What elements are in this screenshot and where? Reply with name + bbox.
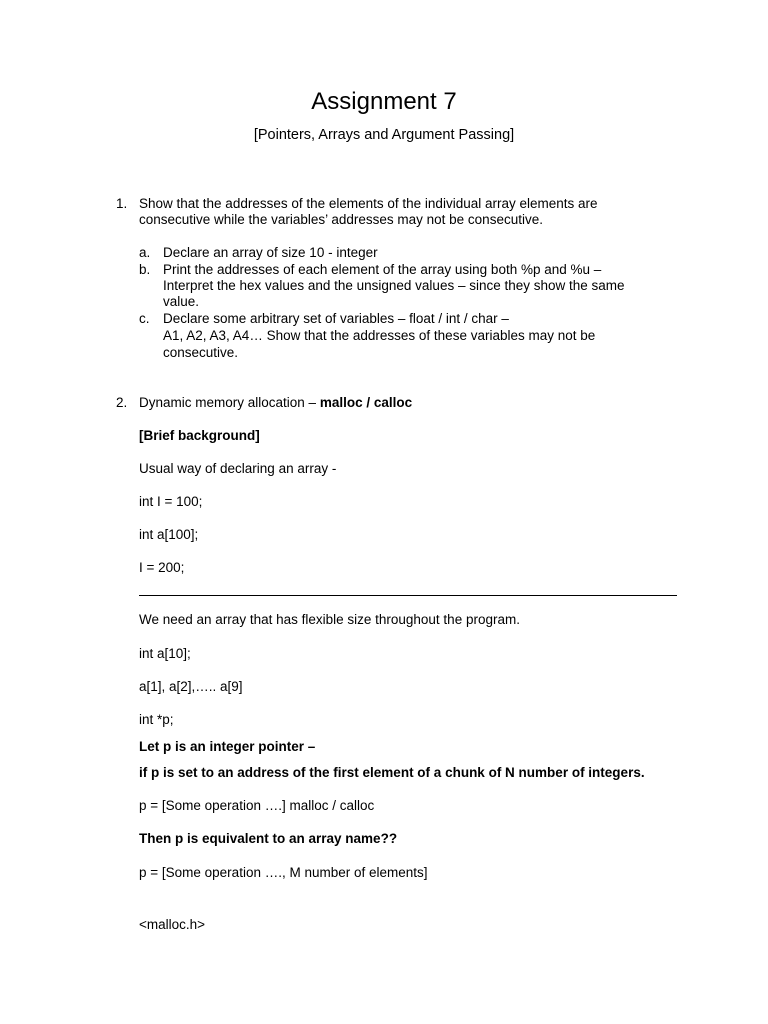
question-1-line-2: consecutive while the variables’ addresses may not be consecutive. (139, 212, 543, 227)
code-line-int-i: int I = 100; (139, 494, 203, 509)
flexible-size-text: We need an array that has flexible size throughout the program. (139, 612, 520, 627)
bold-chunk-statement: if p is set to an address of the first element of a chunk of N number of integers. (139, 765, 645, 780)
brief-background-label: [Brief background] (139, 428, 260, 443)
usual-way-text: Usual way of declaring an array - (139, 461, 337, 476)
item-b-letter: b. (139, 262, 151, 277)
item-a-letter: a. (139, 245, 151, 260)
question-2-heading-bold: malloc / calloc (319, 395, 413, 410)
document-title: Assignment 7 (311, 88, 457, 115)
item-c-line-3: consecutive. (163, 345, 239, 360)
horizontal-rule (139, 595, 677, 596)
question-1-number: 1. (116, 196, 128, 211)
question-1-line-1: Show that the addresses of the elements of the individual array elements are (139, 196, 598, 211)
document-subtitle: [Pointers, Arrays and Argument Passing] (253, 127, 515, 143)
item-a-line-1: Declare an array of size 10 - integer (163, 245, 378, 260)
code-line-int-pointer: int *p; (139, 712, 174, 727)
question-2-heading (139, 394, 412, 411)
bold-pointer-statement: Let p is an integer pointer – (139, 739, 316, 754)
item-c-line-2: A1, A2, A3, A4… Show that the addresses of these variables may not be (163, 328, 596, 343)
item-b-line-2: Interpret the hex values and the unsigned values – since they show the same (163, 278, 625, 293)
code-line-int-a10: int a[10]; (139, 646, 191, 661)
item-c-line-1: Declare some arbitrary set of variables – float / int / char – (163, 311, 509, 326)
bold-array-name-question: Then p is equivalent to an array name?? (139, 831, 398, 846)
code-line-int-a100: int a[100]; (139, 527, 199, 542)
code-line-array-elements: a[1], a[2],….. a[9] (139, 679, 243, 694)
operation-elements-line: p = [Some operation …., M number of elements] (139, 865, 428, 880)
item-b-line-3: value. (163, 294, 200, 309)
malloc-header-text: <malloc.h> (139, 917, 206, 932)
item-b-line-1: Print the addresses of each element of the array using both %p and %u – (163, 262, 602, 277)
question-2-heading-plain: Dynamic memory allocation – (139, 395, 320, 410)
question-2-number: 2. (116, 395, 128, 410)
operation-malloc-line: p = [Some operation ….] malloc / calloc (139, 798, 375, 813)
code-line-i-assign: I = 200; (139, 560, 185, 575)
item-c-letter: c. (139, 311, 150, 326)
